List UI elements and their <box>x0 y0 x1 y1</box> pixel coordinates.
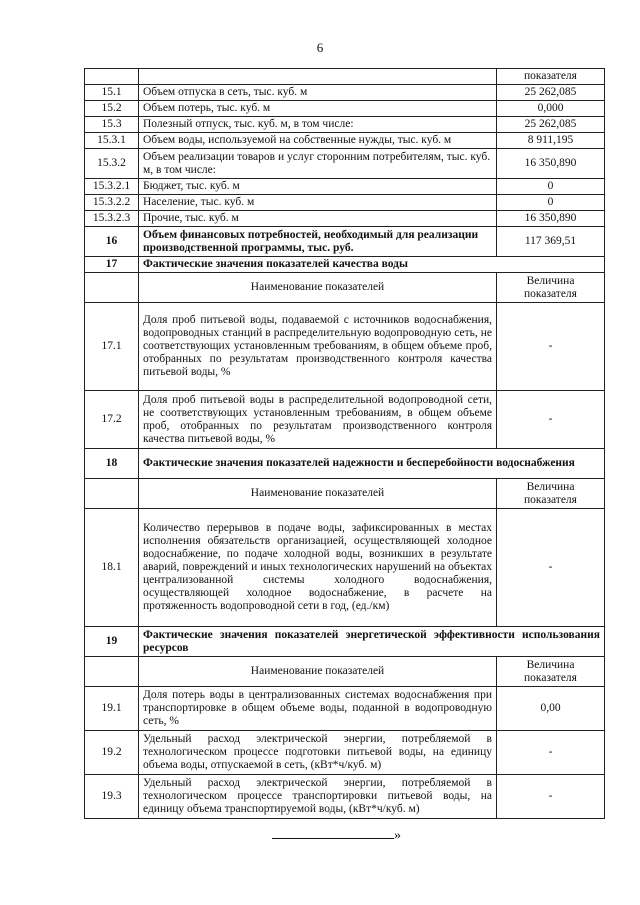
row-value: - <box>497 775 605 819</box>
row-name: Объем отпуска в сеть, тыс. куб. м <box>139 85 497 101</box>
section-title: Фактические значения показателей надежности и бесперебойности водоснабжения <box>139 449 605 479</box>
row-name: Объем воды, используемой на собственные нужды, тыс. куб. м <box>139 133 497 149</box>
column-header-row <box>85 273 605 303</box>
row-number: 19.2 <box>85 731 139 775</box>
column-header-value: Величина показателя <box>497 273 605 303</box>
table-row <box>85 179 605 195</box>
table-row <box>85 391 605 449</box>
row-value: 16 350,890 <box>497 149 605 179</box>
row-number: 15.3.2 <box>85 149 139 179</box>
row-number: 15.3.1 <box>85 133 139 149</box>
row-value: 16 350,890 <box>497 211 605 227</box>
column-header-value: Величина показателя <box>497 657 605 687</box>
table-row <box>85 775 605 819</box>
row-number: 15.3.2.3 <box>85 211 139 227</box>
table-row <box>85 149 605 179</box>
column-header-name: Наименование показателей <box>139 657 497 687</box>
row-name: Население, тыс. куб. м <box>139 195 497 211</box>
table-row <box>85 101 605 117</box>
row-name: Доля проб питьевой воды в распределительной водопроводной сети, не соответствующих установленным требованиям, в общем объеме проб, отобранных по результатам производственного контроля качества питьевой воды, % <box>139 391 497 449</box>
row-name: Удельный расход электрической энергии, потребляемой в технологическом процессе транспортировки питьевой воды, на единицу объема транспортируемой воды, (кВт*ч/куб. м) <box>139 775 497 819</box>
column-header-value: Величина показателя <box>497 479 605 509</box>
table-row <box>85 211 605 227</box>
row-number: 16 <box>85 227 139 257</box>
indicators-table <box>84 68 605 819</box>
section-header <box>85 257 605 273</box>
row-value: 0,00 <box>497 687 605 731</box>
row-value: - <box>497 509 605 627</box>
row-number: 15.3 <box>85 117 139 133</box>
row-value: 0 <box>497 195 605 211</box>
row-name: Объем реализации товаров и услуг сторонним потребителям, тыс. куб. м, в том числе: <box>139 149 497 179</box>
row-number: 17.1 <box>85 303 139 391</box>
row-number: 18.1 <box>85 509 139 627</box>
row-name: Доля проб питьевой воды, подаваемой с источников водоснабжения, водопроводных станций в распределительную водопроводную сеть, не соответствующих установленным требованиям, в общем объеме проб, отобранных по результатам производственного контроля качества питьевой воды, % <box>139 303 497 391</box>
table-row <box>85 687 605 731</box>
row-number: 19.3 <box>85 775 139 819</box>
section-number: 18 <box>85 449 139 479</box>
column-header-row <box>85 479 605 509</box>
row-name: Объем финансовых потребностей, необходимый для реализации производственной программы, тыс. руб. <box>139 227 497 257</box>
table-row <box>85 133 605 149</box>
section-header <box>85 449 605 479</box>
row-value: - <box>497 303 605 391</box>
table-row <box>85 509 605 627</box>
row-name: Полезный отпуск, тыс. куб. м, в том числе: <box>139 117 497 133</box>
row-number: 15.1 <box>85 85 139 101</box>
table-row <box>85 303 605 391</box>
table-row <box>85 227 605 257</box>
column-header-name: Наименование показателей <box>139 273 497 303</box>
row-name: Бюджет, тыс. куб. м <box>139 179 497 195</box>
row-value: 25 262,085 <box>497 85 605 101</box>
row-name: Объем потерь, тыс. куб. м <box>139 101 497 117</box>
row-number: 15.3.2.2 <box>85 195 139 211</box>
section-title: Фактические значения показателей энергетической эффективности использования ресурсов <box>139 627 605 657</box>
value-column-header: показателя <box>497 69 605 85</box>
row-value: 8 911,195 <box>497 133 605 149</box>
row-value: - <box>497 391 605 449</box>
row-number: 17.2 <box>85 391 139 449</box>
row-name: Количество перерывов в подаче воды, зафиксированных в местах исполнения обязательств организацией, осуществляющей холодное водоснабжение, по подаче холодной воды, возникших в результате аварий, повреждений и иных технологических нарушений на объектах централизованной системы холодного водоснабжения, осуществляющей холодное водоснабжение, в расчете на протяженность водопроводной сети в год, (ед./км) <box>139 509 497 627</box>
section-title: Фактические значения показателей качества воды <box>139 257 605 273</box>
section-number: 17 <box>85 257 139 273</box>
table-row <box>85 195 605 211</box>
table-row <box>85 85 605 101</box>
table-header-continuation <box>85 69 605 85</box>
row-name: Прочие, тыс. куб. м <box>139 211 497 227</box>
row-value: 0,000 <box>497 101 605 117</box>
closing-quote-mark: » <box>394 828 401 843</box>
signature-underline <box>272 828 394 839</box>
column-header-row <box>85 657 605 687</box>
column-header-name: Наименование показателей <box>139 479 497 509</box>
row-value: 25 262,085 <box>497 117 605 133</box>
table-row <box>85 731 605 775</box>
row-number: 19.1 <box>85 687 139 731</box>
row-number: 15.3.2.1 <box>85 179 139 195</box>
closing-line <box>272 828 401 844</box>
row-name: Удельный расход электрической энергии, потребляемой в технологическом процессе подготовки питьевой воды, на единицу объема воды, отпускаемой в сеть, (кВт*ч/куб. м) <box>139 731 497 775</box>
row-value: - <box>497 731 605 775</box>
section-header <box>85 627 605 657</box>
row-value: 117 369,51 <box>497 227 605 257</box>
row-number: 15.2 <box>85 101 139 117</box>
section-number: 19 <box>85 627 139 657</box>
table-row <box>85 117 605 133</box>
page-number: 6 <box>316 40 324 55</box>
row-value: 0 <box>497 179 605 195</box>
row-name: Доля потерь воды в централизованных системах водоснабжения при транспортировке в общем объеме воды, поданной в водопроводную сеть, % <box>139 687 497 731</box>
